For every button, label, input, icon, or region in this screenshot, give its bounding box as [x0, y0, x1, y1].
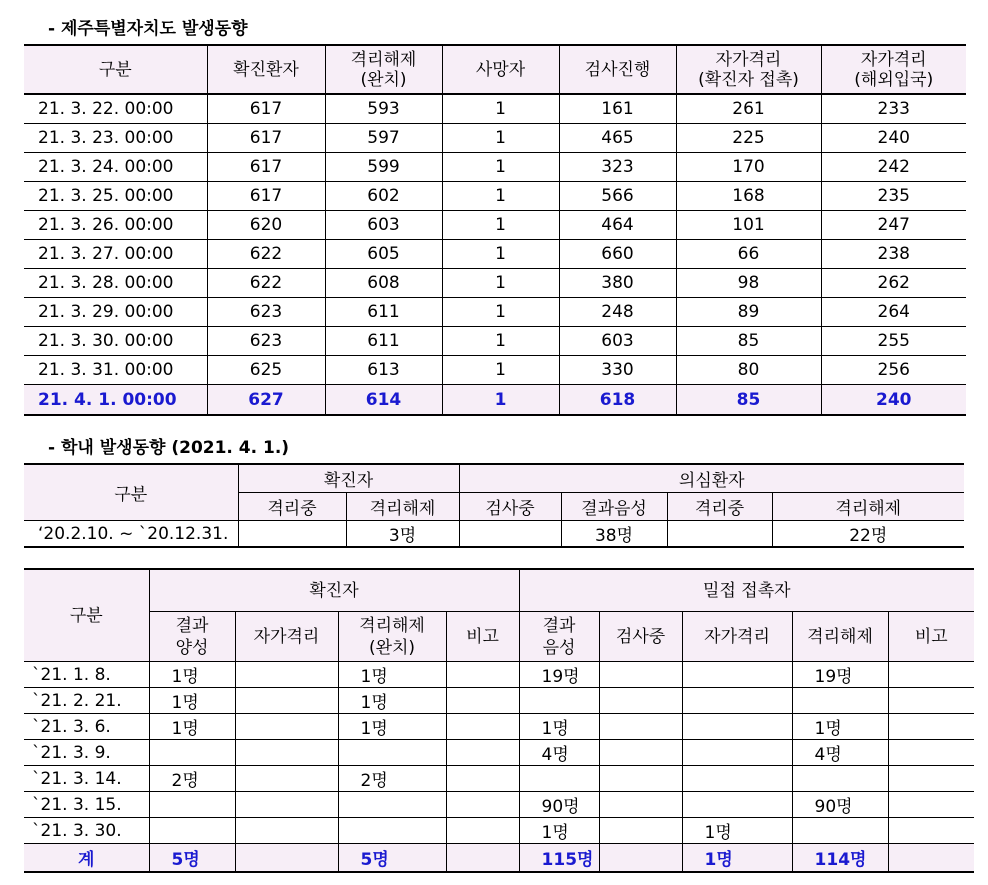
t1-cell: 161 [559, 94, 676, 124]
t1-cell: 98 [676, 269, 821, 298]
t3-cell [792, 688, 888, 714]
t3-total-cell [446, 844, 519, 873]
table-row [24, 327, 966, 356]
t3-cell [446, 766, 519, 792]
t3-cell [599, 792, 682, 818]
table-row [24, 298, 966, 327]
t3-cell: 1명 [519, 714, 599, 740]
t2-cell [667, 521, 772, 548]
t3-cell [888, 740, 974, 766]
t1-cell: 262 [821, 269, 966, 298]
t1-cell: 603 [559, 327, 676, 356]
t1-header-cell: 구분 [24, 45, 207, 94]
t2-sub-header: 결과음성 [561, 493, 667, 521]
t2-cell: 38명 [561, 521, 667, 548]
t3-cell [888, 688, 974, 714]
table-row [24, 662, 974, 688]
t1-cell: 1 [442, 385, 559, 416]
table-row [24, 269, 966, 298]
t3-cell: `21. 3. 6. [24, 714, 149, 740]
t1-cell: 1 [442, 211, 559, 240]
table-row [24, 714, 974, 740]
t1-cell: 608 [325, 269, 442, 298]
t1-header-cell: 확진환자 [207, 45, 325, 94]
t1-cell: 602 [325, 182, 442, 211]
t1-cell: 566 [559, 182, 676, 211]
t1-header-cell: 자가격리 (확진자 접촉) [676, 45, 821, 94]
t1-cell: 248 [559, 298, 676, 327]
t1-header-cell: 검사진행 [559, 45, 676, 94]
t1-cell: 235 [821, 182, 966, 211]
t1-cell: 464 [559, 211, 676, 240]
t3-cell: 90명 [519, 792, 599, 818]
t3-cell [599, 662, 682, 688]
t1-cell: 1 [442, 124, 559, 153]
t3-cell [599, 688, 682, 714]
t2-sub-header: 격리중 [238, 493, 346, 521]
t3-cell [682, 766, 792, 792]
t3-cell [446, 714, 519, 740]
total-row [24, 844, 974, 873]
t1-cell: 168 [676, 182, 821, 211]
t3-total-cell [599, 844, 682, 873]
t1-cell: 617 [207, 153, 325, 182]
t3-total-cell: 5명 [338, 844, 446, 873]
t1-cell: 611 [325, 298, 442, 327]
t3-cell: 2명 [338, 766, 446, 792]
t3-cell: `21. 3. 14. [24, 766, 149, 792]
t3-cell: 1명 [338, 714, 446, 740]
t1-cell: 240 [821, 124, 966, 153]
t2-header-category: 구분 [24, 464, 238, 521]
t3-cell: 1명 [682, 818, 792, 844]
t1-cell: 21. 3. 27. 00:00 [24, 240, 207, 269]
t1-cell: 85 [676, 327, 821, 356]
t1-cell: 1 [442, 240, 559, 269]
t3-sub-header: 격리해제 [792, 612, 888, 662]
t1-cell: 21. 3. 25. 00:00 [24, 182, 207, 211]
t1-cell: 599 [325, 153, 442, 182]
t1-cell: 21. 3. 29. 00:00 [24, 298, 207, 327]
section2-title: - 학내 발생동향 (2021. 4. 1.) [48, 438, 290, 458]
t3-cell: 4명 [519, 740, 599, 766]
t3-cell [235, 818, 338, 844]
t1-cell: 623 [207, 327, 325, 356]
t3-cell [599, 714, 682, 740]
t3-cell: 1명 [149, 662, 235, 688]
table-row [24, 688, 974, 714]
t3-cell: `21. 3. 15. [24, 792, 149, 818]
t1-cell: 238 [821, 240, 966, 269]
t2-header-confirmed: 확진자 [238, 464, 459, 493]
t3-total-cell [235, 844, 338, 873]
t1-cell: 622 [207, 269, 325, 298]
t3-cell [682, 662, 792, 688]
t1-cell: 1 [442, 356, 559, 385]
t3-sub-header: 자가격리 [235, 612, 338, 662]
section1-title: - 제주특별자치도 발생동향 [48, 19, 248, 39]
t3-sub-header: 검사중 [599, 612, 682, 662]
t3-cell [235, 662, 338, 688]
t2-cell: ‘20.2.10. ~ `20.12.31. [38, 523, 229, 544]
t1-cell: 170 [676, 153, 821, 182]
t1-cell: 225 [676, 124, 821, 153]
table-row [24, 240, 966, 269]
t3-cell [235, 792, 338, 818]
t1-cell: 101 [676, 211, 821, 240]
t1-cell: 240 [821, 385, 966, 416]
t1-cell: 605 [325, 240, 442, 269]
t1-cell: 80 [676, 356, 821, 385]
t1-cell: 617 [207, 94, 325, 124]
t3-cell: 19명 [792, 662, 888, 688]
t2-cell [459, 521, 561, 548]
campus-status-table [24, 463, 964, 548]
t3-cell [682, 792, 792, 818]
t3-cell [235, 688, 338, 714]
t1-cell: 247 [821, 211, 966, 240]
table-row [24, 153, 966, 182]
t1-cell: 261 [676, 94, 821, 124]
t2-cell [238, 521, 346, 548]
t3-total-cell: 114명 [792, 844, 888, 873]
t1-cell: 85 [676, 385, 821, 416]
t3-cell [888, 766, 974, 792]
t1-cell: 1 [442, 182, 559, 211]
t3-cell [149, 740, 235, 766]
t3-cell [792, 766, 888, 792]
t3-sub-header: 결과 음성 [519, 612, 599, 662]
t3-cell [888, 662, 974, 688]
t3-header-confirmed: 확진자 [149, 569, 519, 612]
t1-cell: 21. 3. 30. 00:00 [24, 327, 207, 356]
t1-cell: 1 [442, 94, 559, 124]
t1-cell: 233 [821, 94, 966, 124]
t3-sub-header: 비고 [446, 612, 519, 662]
t1-cell: 256 [821, 356, 966, 385]
t1-cell: 593 [325, 94, 442, 124]
t1-cell: 21. 3. 23. 00:00 [24, 124, 207, 153]
t3-cell [519, 766, 599, 792]
t3-cell [446, 688, 519, 714]
t1-cell: 614 [325, 385, 442, 416]
t1-cell: 380 [559, 269, 676, 298]
t1-header-cell: 사망자 [442, 45, 559, 94]
t1-cell: 1 [442, 298, 559, 327]
t3-header-contacts: 밀접 접촉자 [519, 569, 974, 612]
t3-cell: 1명 [149, 714, 235, 740]
t3-sub-header: 자가격리 [682, 612, 792, 662]
t1-header-cell: 격리해제 (완치) [325, 45, 442, 94]
t3-cell: 1명 [519, 818, 599, 844]
t3-cell: `21. 1. 8. [24, 662, 149, 688]
table-row [24, 94, 966, 124]
table-row [24, 124, 966, 153]
t1-cell: 618 [559, 385, 676, 416]
t3-sub-header: 격리해제 (완치) [338, 612, 446, 662]
t3-cell [446, 792, 519, 818]
t1-cell: 242 [821, 153, 966, 182]
t3-cell [599, 818, 682, 844]
campus-detail-table [24, 568, 974, 873]
t3-cell: 1명 [792, 714, 888, 740]
table-row [24, 766, 974, 792]
t3-cell [519, 688, 599, 714]
t1-cell: 625 [207, 356, 325, 385]
t3-cell: 1명 [338, 662, 446, 688]
t3-cell [599, 766, 682, 792]
t1-cell: 89 [676, 298, 821, 327]
table-row [24, 521, 964, 548]
t1-cell: 622 [207, 240, 325, 269]
t1-cell: 21. 3. 28. 00:00 [24, 269, 207, 298]
t3-sub-header: 결과 양성 [149, 612, 235, 662]
table-row [24, 385, 966, 416]
table-row [24, 182, 966, 211]
t3-cell: 1명 [338, 688, 446, 714]
t3-cell: 2명 [149, 766, 235, 792]
t3-cell [235, 740, 338, 766]
t1-header-cell: 자가격리 (해외입국) [821, 45, 966, 94]
t3-cell: `21. 2. 21. [24, 688, 149, 714]
t3-cell [149, 818, 235, 844]
t3-cell: 4명 [792, 740, 888, 766]
t1-cell: 613 [325, 356, 442, 385]
t1-cell: 255 [821, 327, 966, 356]
t1-cell: 617 [207, 124, 325, 153]
t1-cell: 465 [559, 124, 676, 153]
t3-total-cell: 계 [24, 844, 149, 873]
t3-cell [682, 714, 792, 740]
t1-cell: 66 [676, 240, 821, 269]
t3-total-cell [888, 844, 974, 873]
t1-cell: 597 [325, 124, 442, 153]
t3-cell: 90명 [792, 792, 888, 818]
t1-cell: 1 [442, 153, 559, 182]
t1-cell: 611 [325, 327, 442, 356]
t1-cell: 330 [559, 356, 676, 385]
t3-cell [888, 714, 974, 740]
t2-sub-header: 격리해제 [772, 493, 964, 521]
t3-cell [446, 740, 519, 766]
t3-total-cell: 115명 [519, 844, 599, 873]
t3-cell [446, 662, 519, 688]
t1-cell: 21. 3. 26. 00:00 [24, 211, 207, 240]
t3-cell: 19명 [519, 662, 599, 688]
table-row [24, 818, 974, 844]
table-row [24, 740, 974, 766]
t2-sub-header: 격리중 [667, 493, 772, 521]
t3-cell: `21. 3. 30. [24, 818, 149, 844]
t3-sub-header: 비고 [888, 612, 974, 662]
t3-cell [235, 714, 338, 740]
t1-cell: 323 [559, 153, 676, 182]
t2-cell: 3명 [346, 521, 459, 548]
t1-cell: 660 [559, 240, 676, 269]
t1-cell: 617 [207, 182, 325, 211]
t3-total-cell: 5명 [149, 844, 235, 873]
t3-cell [446, 818, 519, 844]
t2-cell: 22명 [772, 521, 964, 548]
t1-cell: 21. 3. 22. 00:00 [24, 94, 207, 124]
t1-cell: 1 [442, 327, 559, 356]
t1-cell: 627 [207, 385, 325, 416]
t1-cell: 620 [207, 211, 325, 240]
t3-total-cell: 1명 [682, 844, 792, 873]
t1-cell: 264 [821, 298, 966, 327]
table-row [24, 211, 966, 240]
t1-cell: 21. 4. 1. 00:00 [24, 385, 207, 416]
table-row [24, 356, 966, 385]
t3-cell: `21. 3. 9. [24, 740, 149, 766]
t3-cell [888, 792, 974, 818]
t3-cell [338, 792, 446, 818]
t3-cell [338, 740, 446, 766]
t1-cell: 1 [442, 269, 559, 298]
t3-cell [888, 818, 974, 844]
t3-cell: 1명 [149, 688, 235, 714]
t3-header-category: 구분 [24, 569, 149, 662]
table-row [24, 792, 974, 818]
t1-cell: 603 [325, 211, 442, 240]
t3-cell [682, 740, 792, 766]
t3-cell [235, 766, 338, 792]
t3-cell [338, 818, 446, 844]
t3-cell [149, 792, 235, 818]
t1-cell: 21. 3. 31. 00:00 [24, 356, 207, 385]
t3-cell [792, 818, 888, 844]
t3-cell [682, 688, 792, 714]
t3-cell [599, 740, 682, 766]
t1-cell: 21. 3. 24. 00:00 [24, 153, 207, 182]
jeju-status-table [24, 44, 966, 416]
t2-sub-header: 격리해제 [346, 493, 459, 521]
t2-header-suspected: 의심환자 [459, 464, 964, 493]
t2-sub-header: 검사중 [459, 493, 561, 521]
t1-cell: 623 [207, 298, 325, 327]
